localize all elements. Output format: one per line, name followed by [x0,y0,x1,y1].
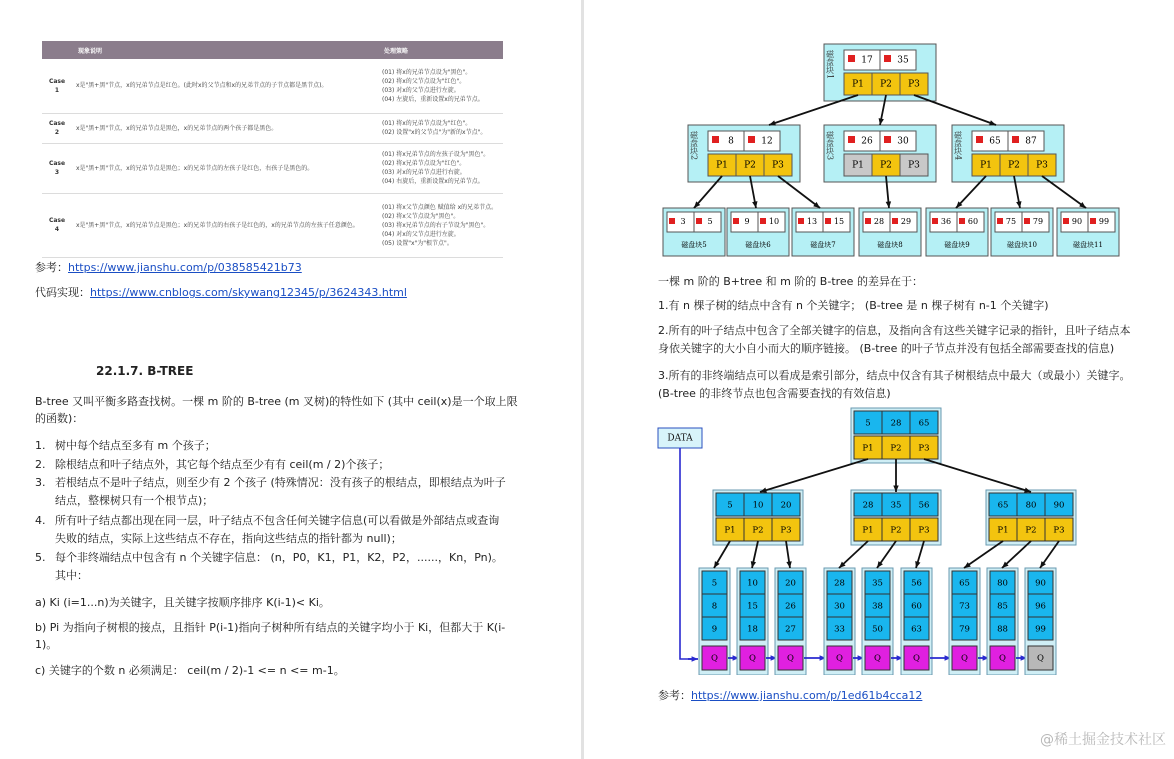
header-blank [42,41,72,59]
case-name: Case 4 [42,193,72,257]
key-text: 28 [890,418,902,429]
leaf-disk-label: 磁盘块6 [745,241,771,249]
case-strategy [378,143,503,193]
record-marker [669,218,675,224]
leaf-key-text: 29 [900,217,912,226]
list-text: 所有叶子结点都出现在同一层，叶子结点不包含任何关键字信息(可以看做是外部结点或查询失败的结点，实际上这些结点不存在，指向这些结点的指针都为 null)； [55,514,500,545]
pointer-text: P3 [1053,525,1065,536]
difference-1: 1.有 n 棵子树的结点中含有 n 个关键字； (B-tree 是 n 棵子树有 n-1 个关键字) [658,299,1049,312]
leaf-next-text: Q [961,653,968,664]
reference-line [658,687,922,704]
pointer-text: P1 [852,79,864,90]
record-marker [848,55,855,62]
leaf-next-text: Q [836,653,843,664]
record-marker [865,218,871,224]
header-strategy: 处理策略 [378,41,503,59]
disk-block-label: 磁盘块4 [953,131,963,161]
pointer-text: P2 [890,525,902,536]
key-text: 65 [997,500,1009,511]
strategy-step: (05) 设置"x"为"根节点"。 [382,239,453,247]
leaf-next-text: Q [787,653,794,664]
leaf-key-text: 79 [1032,217,1044,226]
pointer-arrow [924,459,1031,492]
leaf-key-text: 28 [873,217,885,226]
record-marker [892,218,898,224]
left-page [0,0,581,759]
leaf-key-text: 3 [680,217,686,226]
leaf-key-text: 60 [967,217,979,226]
pointer-text: P3 [780,525,792,536]
disk-block-label: 磁盘块1 [825,50,835,80]
bplustree-diagram [584,405,1174,675]
key-text: 12 [761,136,773,147]
arrow-head [989,120,996,125]
pointer-text: P3 [908,79,920,90]
leaf-key-text: 73 [959,601,970,612]
leaf-key-text: 85 [997,601,1008,612]
list-item [35,549,510,585]
list-item [35,512,510,548]
key-text: 8 [728,136,734,147]
leaf-key-text: 75 [1005,217,1017,226]
section-heading: 22.1.7. B-TREE [96,364,194,378]
reference-label: 参考： [658,689,691,702]
pointer-text: P3 [1036,160,1048,171]
strategy-step: (01) 将x的兄弟节点设为"红色"。 [382,120,472,127]
key-text: 5 [865,418,871,429]
key-text: 80 [1025,500,1037,511]
case-row [42,59,503,113]
case-row [42,193,503,257]
list-number: 2. [35,458,46,471]
strategy-step: (03) 对x的兄弟节点进行右旋。 [382,169,466,176]
leaf-key-text: 90 [1071,217,1083,226]
leaf-next-text: Q [874,653,881,664]
intro-line-1: B-tree 又叫平衡多路查找树。一棵 m 阶的 B-tree (m 叉树)的特性如下 (其中 ceil(x)是一个取上限 [35,395,518,408]
strategy-step: (01) 将x兄弟节点的左孩子设为"黑色"。 [382,151,490,158]
pointer-text: P1 [724,525,736,536]
disk-block-label: 磁盘块3 [825,131,835,161]
reference-link[interactable]: https://www.jianshu.com/p/1ed61b4cca12 [691,689,923,702]
paragraph-c: c) 关键字的个数 n 必须满足： ceil(m / 2)-1 <= n <= m-1。 [35,664,345,677]
leaf-key-text: 63 [911,624,922,635]
list-text: 除根结点和叶子结点外，其它每个结点至少有有 ceil(m / 2)个孩子； [55,458,390,471]
list-item [35,474,510,510]
list-number: 1. [35,439,46,452]
leaf-disk-label: 磁盘块7 [810,241,836,249]
leaf-key-text: 96 [1035,601,1046,612]
leaf-disk-label: 磁盘块5 [681,241,707,249]
leaf-next-text: Q [999,653,1006,664]
strategy-step: (04) 右旋后，重新设置x的兄弟节点。 [382,178,484,185]
record-marker [1024,218,1030,224]
right-page [584,0,1174,759]
reference-link[interactable]: https://www.jianshu.com/p/038585421b73 [68,261,302,274]
pointer-arrow [760,459,868,492]
leaf-key-text: 36 [940,217,952,226]
list-text: 树中每个结点至多有 m 个孩子； [55,439,216,452]
disk-block-label: 磁盘块2 [689,131,699,161]
leaf-key-text: 79 [959,624,970,635]
leaf-key-text: 88 [997,624,1008,635]
intro-line-2: 的函数)： [35,412,84,425]
strategy-step: (04) 对x的父节点进行左旋。 [382,230,460,238]
pointer-text: P1 [980,160,992,171]
leaf-next-text: Q [711,653,718,664]
record-marker [932,218,938,224]
record-marker [884,55,891,62]
list-text: 若根结点不是叶子结点，则至少有 2 个孩子 (特殊情况：没有孩子的根结点，即根结点为叶子结点，整棵树只有一个根节点)； [55,476,506,507]
paragraph-b-line-1: b) Pi 为指向子树根的接点，且指针 P(i-1)指向子树种所有结点的关键字均小于 Ki，但都大于 K(i- [35,621,506,634]
key-text: 10 [752,500,764,511]
leaf-key-text: 35 [872,578,883,589]
leaf-key-text: 60 [911,601,922,612]
case-strategy [378,113,503,143]
leaf-key-text: 99 [1098,217,1110,226]
key-text: 5 [727,500,733,511]
record-marker [825,218,831,224]
leaf-disk-label: 磁盘块11 [1073,241,1103,249]
strategy-step: (02) 将x的父节点设为"红色"。 [382,77,466,85]
case-strategy [378,193,503,257]
compare-title: 一棵 m 阶的 B+tree 和 m 阶的 B-tree 的差异在于： [658,275,923,288]
key-text: 28 [862,500,874,511]
list-text: 每个非终端结点中包含有 n 个关键字信息： (n，P0，K1，P1，K2，P2，......，Kn，Pn)。其中： [55,551,503,582]
key-text: 65 [918,418,930,429]
leaf-key-text: 65 [959,578,970,589]
leaf-key-text: 30 [834,601,845,612]
record-marker [959,218,965,224]
reference-line-1 [35,259,302,276]
pointer-arrow [769,95,858,125]
pointer-text: P2 [1008,160,1020,171]
pointer-text: P2 [1025,525,1037,536]
leaf-key-text: 99 [1035,624,1046,635]
strategy-step: (01) 将x父节点颜色 赋值给 x的兄弟节点。 [382,203,498,211]
key-text: 56 [918,500,930,511]
leaf-key-text: 18 [747,624,758,635]
leaf-disk-label: 磁盘块8 [877,241,903,249]
strategy-step: (03) 将x兄弟节点的右子节设为"黑色"。 [382,221,490,229]
strategy-step: (02) 设置"x的父节点"为"新的x节点"。 [382,129,487,136]
leaf-key-text: 9 [711,624,718,635]
pointer-text: P2 [744,160,756,171]
pointer-text: P1 [862,525,874,536]
strategy-step: (04) 左旋后，重新设置x的兄弟节点。 [382,95,484,103]
leaf-next-text: Q [1037,653,1044,664]
difference-3-line-1: 3.所有的非终端结点可以看成是索引部分，结点中仅含有其子树根结点中最大（或最小）关键字。 [658,369,1131,382]
record-marker [884,136,891,143]
case-name: Case 2 [42,113,72,143]
arrow-head [769,120,776,125]
record-marker [997,218,1003,224]
leaf-key-text: 26 [785,601,796,612]
key-text: 87 [1025,136,1037,147]
pointer-text: P3 [908,160,920,171]
data-link-line [680,448,696,659]
case-strategy [378,59,503,113]
record-marker [712,136,719,143]
leaf-next-text: Q [913,653,920,664]
paragraph-b-line-2: 1)。 [35,638,58,651]
list-item [35,437,510,455]
record-marker [733,218,739,224]
pointer-text: P2 [880,79,892,90]
pointer-text: P3 [918,525,930,536]
leaf-key-text: 33 [834,624,845,635]
code-label: 代码实现： [35,286,90,299]
difference-3-line-2: (B-tree 的非终节点也包含需要查找的有效信息) [658,387,891,400]
case-table-header [42,41,503,59]
case-row [42,143,503,193]
key-text: 90 [1053,500,1065,511]
case-name: Case 1 [42,59,72,113]
list-number: 5. [35,551,46,564]
leaf-key-text: 28 [834,578,845,589]
strategy-step: (02) 将x兄弟节点设为"红色"。 [382,160,466,167]
leaf-key-text: 13 [806,217,818,226]
case-table [42,41,503,258]
record-marker [748,136,755,143]
leaf-key-text: 5 [711,578,718,589]
header-description: 现象说明 [72,41,378,59]
leaf-next-text: Q [749,653,756,664]
data-label: DATA [667,433,693,444]
leaf-key-text: 15 [833,217,845,226]
list-number: 3. [35,476,46,489]
pointer-text: P3 [918,443,930,454]
leaf-key-text: 56 [911,578,922,589]
record-marker [848,136,855,143]
record-marker [1090,218,1096,224]
pointer-text: P2 [880,160,892,171]
arrow-head [915,561,920,568]
record-marker [976,136,983,143]
key-text: 35 [890,500,902,511]
pointer-text: P1 [997,525,1009,536]
leaf-key-text: 8 [711,601,718,612]
list-number: 4. [35,514,46,527]
leaf-disk-label: 磁盘块10 [1007,241,1037,249]
record-marker [1063,218,1069,224]
record-marker [1012,136,1019,143]
pointer-text: P2 [752,525,764,536]
btree-disk-diagram [584,0,1174,262]
key-text: 30 [897,136,909,147]
paragraph-a: a) Ki (i=1...n)为关键字，且关键字按顺序排序 K(i-1)< Ki。 [35,596,330,609]
reference-label: 参考： [35,261,68,274]
pointer-text: P3 [772,160,784,171]
key-text: 20 [780,500,792,511]
pointer-text: P1 [862,443,874,454]
pointer-text: P2 [890,443,902,454]
leaf-key-text: 10 [747,578,758,589]
case-description: x是"黑+黑"节点，x的兄弟节点是黑色；x的兄弟节点的右孩子是红色的，x的兄弟节点的左孩子任意颜色。 [72,193,378,257]
case-description: x是"黑+黑"节点，x的兄弟节点是黑色，x的兄弟节点的两个孩子都是黑色。 [72,113,378,143]
pointer-arrow [914,95,996,125]
case-description: x是"黑+黑"节点，x的兄弟节点是红色。(此时x的父节点和x的兄弟节点的子节点都是黑节点)。 [72,59,378,113]
strategy-step: (03) 对x的父节点进行左旋。 [382,86,460,94]
strategy-step: (02) 将x父节点设为"黑色"。 [382,212,460,220]
list-item [35,456,510,474]
leaf-key-text: 27 [785,624,796,635]
leaf-key-text: 15 [747,601,758,612]
pointer-text: P1 [852,160,864,171]
code-link[interactable]: https://www.cnblogs.com/skywang12345/p/3624343.html [90,286,407,299]
leaf-key-text: 38 [872,601,883,612]
case-name: Case 3 [42,143,72,193]
strategy-step: (01) 将x的兄弟节点设为"黑色"。 [382,68,472,76]
record-marker [696,218,702,224]
leaf-key-text: 80 [997,578,1008,589]
leaf-key-text: 90 [1035,578,1046,589]
pointer-arrow [964,541,1003,568]
watermark: @稀土掘金技术社区 [1040,732,1166,748]
key-text: 35 [897,55,909,66]
key-text: 17 [861,55,873,66]
arrow-head [692,656,698,661]
leaf-key-text: 9 [744,217,750,226]
difference-2-line-2: 身依关键字的大小自小而大的顺序链接。 (B-tree 的叶子节点并没有包括全部需要查找的信息) [658,342,1115,355]
code-line [35,284,407,301]
key-text: 65 [989,136,1001,147]
difference-2-line-1: 2.所有的叶子结点中包含了全部关键字的信息，及指向含有这些关键字记录的指针，且叶子结点本 [658,324,1131,337]
leaf-key-text: 20 [785,578,796,589]
pointer-text: P1 [716,160,728,171]
leaf-disk-label: 磁盘块9 [944,241,970,249]
record-marker [798,218,804,224]
case-description: x是"黑+黑"节点，x的兄弟节点是黑色；x的兄弟节点的左孩子是红色，右孩子是黑色的。 [72,143,378,193]
leaf-key-text: 50 [872,624,883,635]
leaf-key-text: 5 [707,217,713,226]
leaf-key-text: 10 [768,217,780,226]
key-text: 26 [861,136,873,147]
case-row [42,113,503,143]
record-marker [760,218,766,224]
